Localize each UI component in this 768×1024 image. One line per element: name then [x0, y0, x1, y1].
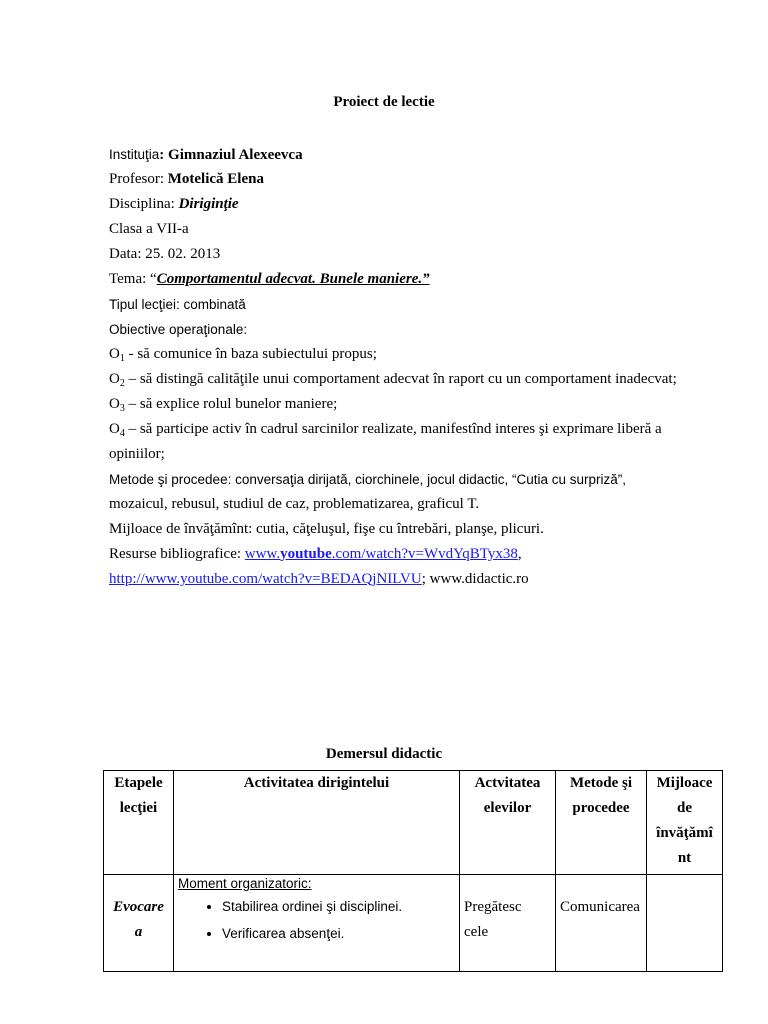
date-line: Data: 25. 02. 2013 [109, 246, 221, 262]
document-title: Proiect de lectie [333, 94, 435, 110]
objective-4: $O_4$ – să participe activ în cadrul sarcinilor realizate, manifestînd interes şi exprimare liberă a [109, 421, 662, 439]
discipline-line: Disciplina: Diriginţie [109, 196, 239, 212]
teacher-activity-cell: Moment organizatoric: • Stabilirea ordinei şi disciplinei. • Verificarea absenţei. [174, 875, 460, 972]
objective-2: $O_2$ – să distingă calităţile unui comportament adecvat în raport cu un comportament inadecvat; [109, 371, 677, 389]
header-teacher-activity: Activitatea dirigintelui [174, 771, 460, 875]
header-stages: Etapele lecţiei [104, 771, 174, 875]
lesson-info [109, 142, 729, 592]
objective-4-continued: opiniilor; [109, 446, 165, 462]
class-line: Clasa a VII-a [109, 221, 189, 237]
stage-cell: Evocare a [104, 875, 174, 972]
header-student-activity: Actvitatea elevilor [460, 771, 556, 875]
means-cell [647, 875, 723, 972]
lesson-type-line: Tipul lecţiei: combinată [109, 297, 246, 312]
institution-line: Instituţia: Gimnaziul Alexeevca [109, 147, 303, 163]
objective-1: $O_1$ - să comunice în baza subiectului propus; [109, 346, 377, 364]
header-methods: Metode şi procedee [556, 771, 647, 875]
table-title: Demersul didactic [325, 746, 443, 762]
youtube-link-1[interactable]: www.youtube.com/watch?v=WvdYqBTyx38 [244, 546, 518, 562]
objectives-label: Obiective operaţionale: [109, 322, 248, 337]
header-means: Mijloace de învăţămî nt [647, 771, 723, 875]
teacher-line: Profesor: Motelică Elena [109, 171, 264, 187]
table-row [104, 875, 723, 972]
youtube-link-2[interactable]: http://www.youtube.com/watch?v=BEDAQjNILVU [109, 571, 422, 587]
activity-list [178, 893, 455, 947]
methods-line-2: mozaicul, rebusul, studiul de caz, problematizarea, graficul T. [109, 496, 480, 512]
objective-3: $O_3$ – să explice rolul bunelor maniere; [109, 396, 338, 414]
methods-line-1: Metode şi procedee: conversaţia dirijată, ciorchinele, jocul didactic, “Cutia cu surpriză”, [109, 472, 626, 487]
methods-cell: Comunicarea [556, 875, 647, 972]
table-header-row [104, 771, 723, 875]
list-item: • Verificarea absenţei. [222, 920, 455, 947]
means-line: Mijloace de învăţămînt: cutia, căţeluşul, fişe cu întrebări, planşe, plicuri. [109, 521, 544, 537]
didactic-table [103, 770, 723, 972]
student-activity-cell: Pregătesc cele [460, 875, 556, 972]
resources-line-2: http://www.youtube.com/watch?v=BEDAQjNILVU; www.didactic.ro [109, 571, 529, 587]
resources-line: Resurse bibliografice: www.youtube.com/watch?v=WvdYqBTyx38, [109, 546, 522, 562]
list-item: • Stabilirea ordinei şi disciplinei. [222, 893, 455, 920]
theme-line: Tema: “Comportamentul adecvat. Bunele maniere.” [109, 271, 430, 287]
